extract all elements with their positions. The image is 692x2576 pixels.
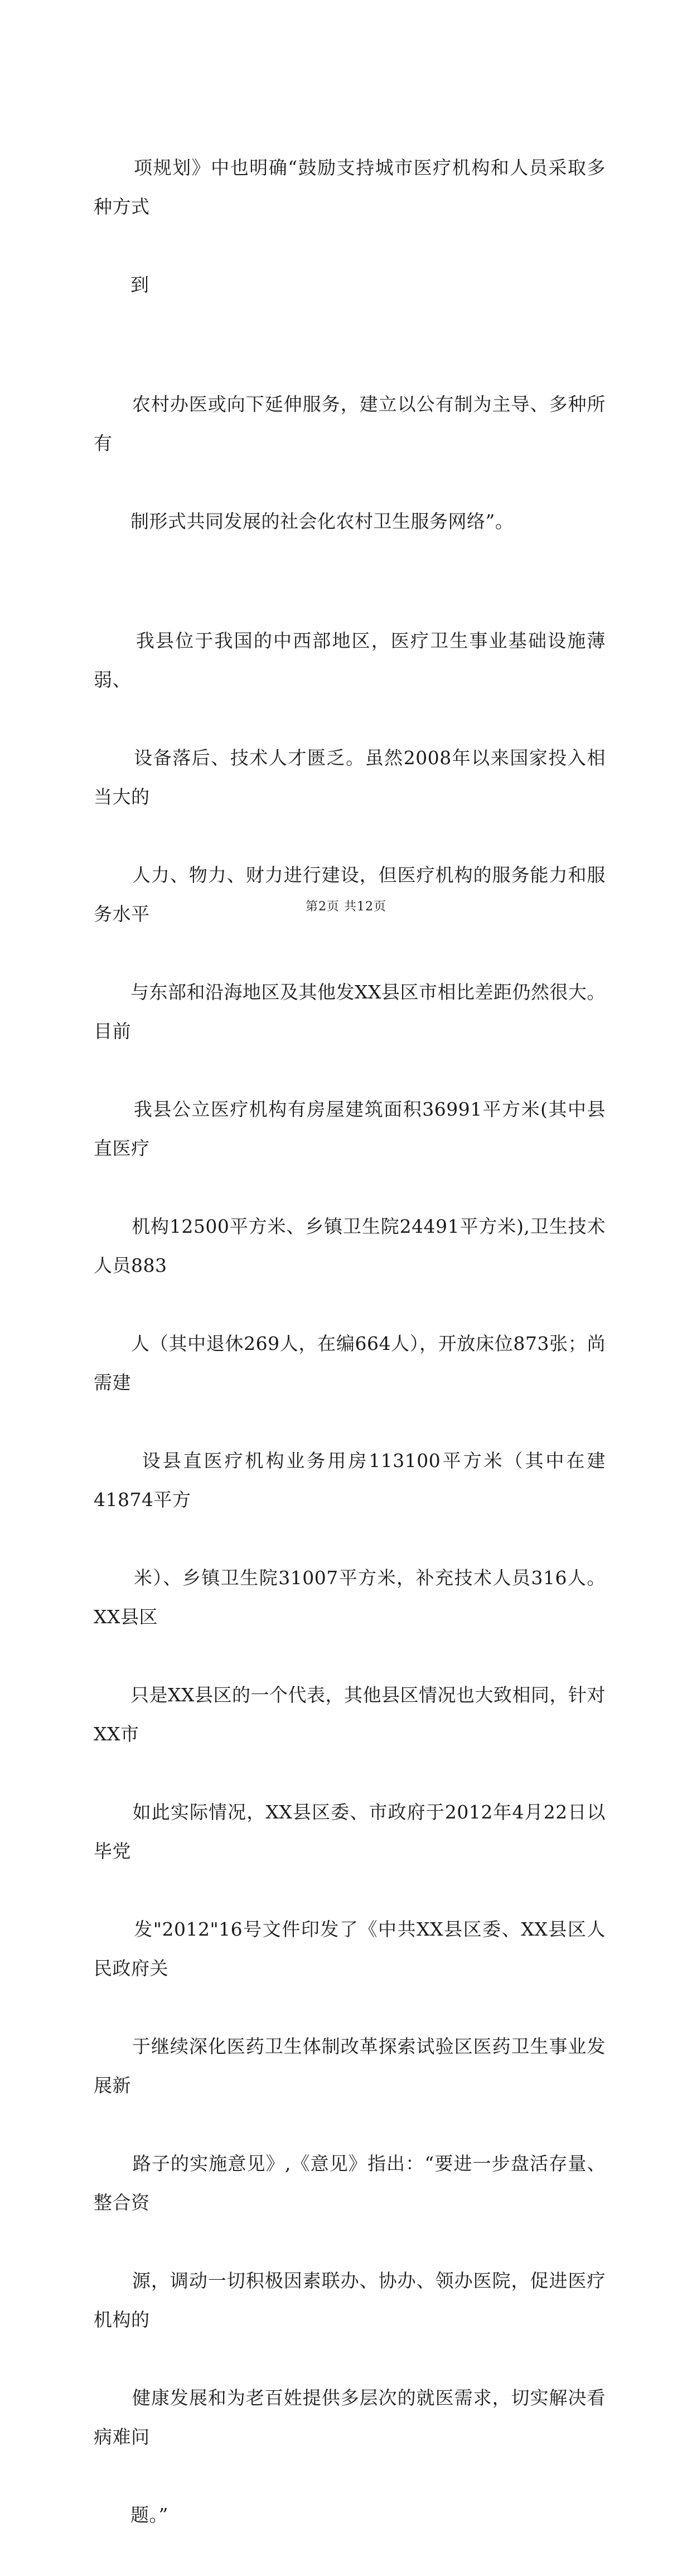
text-line: 题。”: [130, 2504, 168, 2526]
paragraph: [94, 109, 606, 344]
text-line: 发"2012"16号文件印发了《中共XX县区委、XX县区人民政府关: [94, 1918, 606, 1979]
page-footer: 第2页 共12页: [306, 900, 386, 914]
paragraph: [94, 582, 606, 2574]
paragraph: [94, 346, 606, 580]
text-line: 如此实际情况，XX县区委、市政府于2012年4月22日以毕党: [94, 1801, 606, 1862]
text-line: 只是XX县区的一个代表，其他县区情况也大致相同，针对XX市: [94, 1684, 606, 1745]
text-line: 农村办医或向下延伸服务，建立以公有制为主导、多种所有: [94, 393, 606, 454]
text-line: 机构12500平方米、乡镇卫生院24491平方米),卫生技术人员883: [94, 1215, 606, 1276]
text-line: 人（其中退休269人，在编664人），开放床位873张；尚需建: [94, 1333, 606, 1393]
text-line: 健康发展和为老百姓提供多层次的就医需求，切实解决看病难问: [94, 2387, 606, 2448]
text-line: 于继续深化医药卫生体制改革探索试验区医药卫生事业发展新: [94, 2035, 606, 2096]
text-line: 制形式共同发展的社会化农村卫生服务网络”。: [130, 510, 514, 532]
text-line: 人力、物力、财力进行建设，但医疗机构的服务能力和服务水平: [94, 864, 606, 925]
text-line: 到: [130, 274, 149, 296]
text-line: 路子的实施意见》,《意见》指出：“要进一步盘活存量、整合资: [94, 2153, 606, 2213]
text-line: 我县公立医疗机构有房屋建筑面积36991平方米(其中县直医疗: [94, 1098, 606, 1159]
text-line: 设备落后、技术人才匮乏。虽然2008年以来国家投入相当大的: [94, 747, 606, 808]
text-line: 我县位于我国的中西部地区，医疗卫生事业基础设施薄弱、: [94, 630, 606, 691]
text-line: 源，调动一切积极因素联办、协办、领办医院，促进医疗机构的: [94, 2270, 606, 2331]
body-text: [94, 109, 606, 2576]
text-line: 项规划》中也明确“鼓励支持城市医疗机构和人员采取多种方式: [94, 157, 606, 218]
text-line: 米）、乡镇卫生院31007平方米，补充技术人员316人。XX县区: [94, 1567, 606, 1628]
text-line: 与东部和沿海地区及其他发XX县区市相比差距仍然很大。目前: [94, 981, 606, 1042]
text-line: 设县直医疗机构业务用房113100平方米（其中在建41874平方: [94, 1450, 606, 1511]
